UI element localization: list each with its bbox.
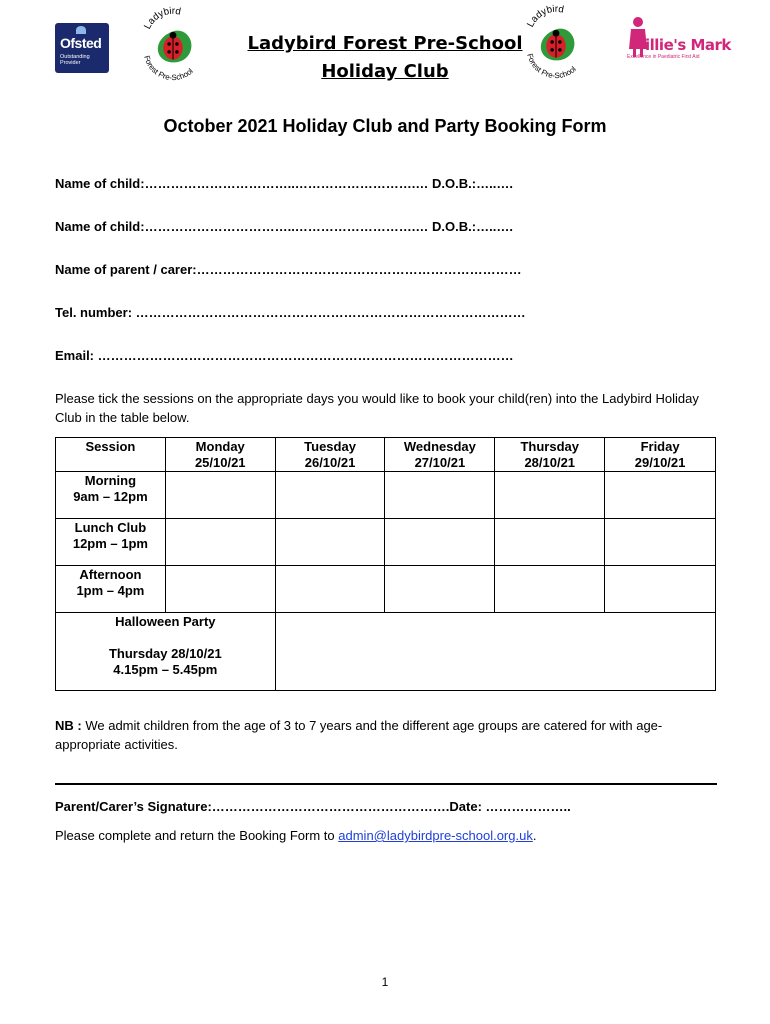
day-header-monday: Monday 25/10/21 (165, 438, 275, 472)
child-name-field-2[interactable]: Name of child:……………………………..……………………….… D.O.B.:…..…. (55, 219, 513, 234)
parent-name-field[interactable]: Name of parent / carer:………………………………………………………………… (55, 262, 522, 277)
day-header-friday: Friday 29/10/21 (605, 438, 716, 472)
nb-text: We admit children from the age of 3 to 7 years and the different age groups are catered for with age-appropriate activities. (55, 718, 663, 752)
session-table (55, 437, 716, 691)
svg-text:Ladybird: Ladybird (142, 6, 182, 32)
return-instructions: Please complete and return the Booking Form to admin@ladybirdpre-school.org.uk. (55, 828, 537, 843)
signature-field[interactable]: Parent/Carer’s Signature:……………………………………………….Date: ……………….. (55, 799, 571, 814)
page-number: 1 (381, 975, 389, 989)
table-row (56, 519, 716, 566)
page-title (230, 30, 540, 86)
table-row (56, 472, 716, 519)
ofsted-crest-icon (76, 26, 86, 34)
day-header-thursday: Thursday 28/10/21 (495, 438, 605, 472)
tick-cell-afternoon-wednesday[interactable] (385, 566, 495, 613)
session-morning: Morning 9am – 12pm (56, 472, 166, 519)
title-line-2: Holiday Club (321, 61, 449, 82)
session-lunch-club: Lunch Club 12pm – 1pm (56, 519, 166, 566)
svg-text:Forest Pre-School: Forest Pre-School (525, 52, 578, 81)
session-halloween-party: Halloween Party Thursday 28/10/21 4.15pm – 5.45pm (56, 613, 276, 691)
nb-note (55, 716, 723, 754)
email-link[interactable]: admin@ladybirdpre-school.org.uk (338, 828, 533, 843)
millies-mark-logo (627, 15, 745, 61)
tick-cell-lunch-wednesday[interactable] (385, 519, 495, 566)
tick-cell-halloween-party[interactable] (275, 613, 715, 691)
table-header-row (56, 438, 716, 472)
tick-cell-morning-tuesday[interactable] (275, 472, 385, 519)
tick-cell-afternoon-friday[interactable] (605, 566, 716, 613)
tick-cell-lunch-tuesday[interactable] (275, 519, 385, 566)
ofsted-logo (55, 23, 109, 73)
millies-mark-name: illie's Mark (645, 36, 731, 54)
ofsted-subtitle: Outstanding Provider (60, 54, 90, 66)
table-row (56, 566, 716, 613)
session-afternoon: Afternoon 1pm – 4pm (56, 566, 166, 613)
ladybird-logo-right (517, 4, 595, 82)
tick-cell-afternoon-tuesday[interactable] (275, 566, 385, 613)
tel-number-field[interactable]: Tel. number: ……………………………………………………………………………… (55, 305, 526, 320)
day-header-wednesday: Wednesday 27/10/21 (385, 438, 495, 472)
session-header: Session (56, 438, 166, 472)
tick-cell-afternoon-thursday[interactable] (495, 566, 605, 613)
tick-cell-morning-friday[interactable] (605, 472, 716, 519)
tick-cell-morning-wednesday[interactable] (385, 472, 495, 519)
divider-line (55, 783, 717, 785)
svg-text:Ladybird: Ladybird (525, 4, 565, 30)
tick-cell-morning-monday[interactable] (165, 472, 275, 519)
tick-cell-lunch-thursday[interactable] (495, 519, 605, 566)
table-row (56, 613, 716, 691)
ofsted-brand: Ofsted (60, 35, 102, 51)
form-title: October 2021 Holiday Club and Party Booking Form (163, 116, 607, 136)
intro-text: Please tick the sessions on the appropriate days you would like to book your child(ren) into the Ladybird Holiday Club in the table below. (55, 391, 699, 425)
tick-cell-morning-thursday[interactable] (495, 472, 605, 519)
millies-mark-tagline: Excellence in Paediatric First Aid (627, 54, 700, 60)
tick-cell-lunch-monday[interactable] (165, 519, 275, 566)
email-field[interactable]: Email: …………………………………………………………………………………… (55, 348, 514, 363)
title-line-1: Ladybird Forest Pre-School (247, 33, 523, 54)
tick-cell-afternoon-monday[interactable] (165, 566, 275, 613)
ladybird-logo-left (134, 6, 212, 84)
svg-text:Forest Pre-School: Forest Pre-School (142, 54, 195, 83)
tick-cell-lunch-friday[interactable] (605, 519, 716, 566)
day-header-tuesday: Tuesday 26/10/21 (275, 438, 385, 472)
nb-label: NB : (55, 718, 82, 733)
child-name-field-1[interactable]: Name of child:……………………………..……………………….… D.O.B.:…..…. (55, 176, 513, 191)
